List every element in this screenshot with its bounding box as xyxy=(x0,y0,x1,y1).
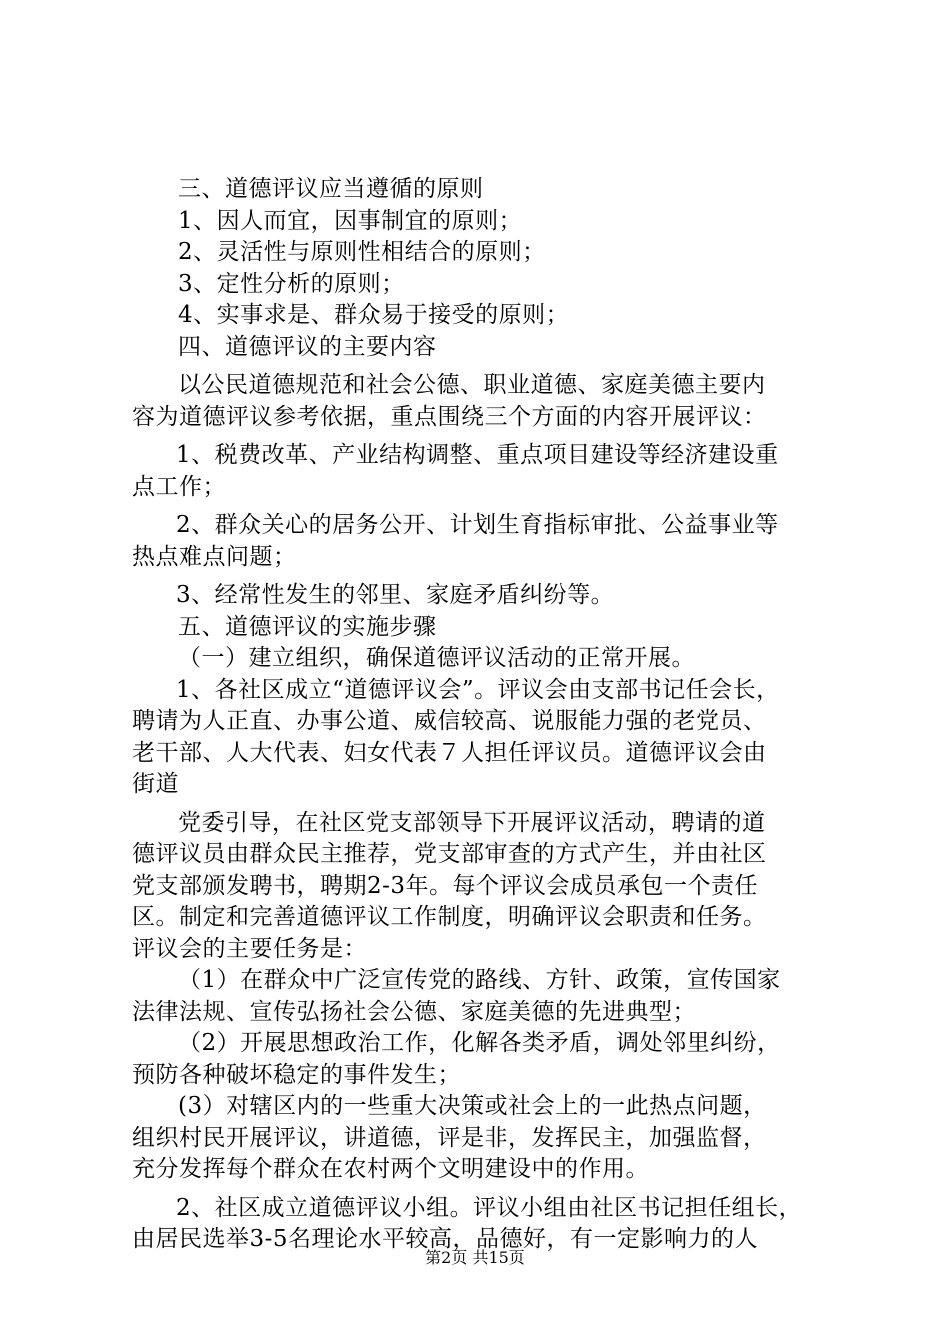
step-1-line-4: 街道 xyxy=(132,771,179,797)
task-1-line-1: （1）在群众中广泛宣传党的路线、方针、政策，宣传国家 xyxy=(178,967,781,993)
principle-1: 1、因人而宜，因事制宜的原则； xyxy=(178,207,523,234)
step-2-line-2: 由居民选举3-5名理论水平较高，品德好，有一定影响力的人 xyxy=(132,1226,759,1252)
step-1-line-2: 聘请为人正直、办事公道、威信较高、说服能力强的老党员、 xyxy=(132,708,767,734)
content-item-1-line-1: 1、税费改革、产业结构调整、重点项目建设等经济建设重 xyxy=(176,442,779,468)
document-body xyxy=(132,174,832,1256)
step-1-continued-line-2: 德评议员由群众民主推荐，党支部审查的方式产生，并由社区 xyxy=(132,841,767,867)
content-item-1-line-2: 点工作； xyxy=(132,473,226,500)
content-item-2-line-1: 2、群众关心的居务公开、计划生育指标审批、公益事业等 xyxy=(176,512,779,538)
step-1-continued-line-5: 评议会的主要任务是： xyxy=(132,935,367,962)
step-1-line-3: 老干部、人大代表、妇女代表７人担任评议员。道德评议会由 xyxy=(132,739,767,766)
content-intro-line-2: 容为道德评议参考依据，重点围绕三个方面的内容开展评议： xyxy=(132,403,767,430)
task-3-line-2: 组织村民开展评议，讲道德，评是非，发挥民主，加强监督， xyxy=(132,1124,767,1151)
content-item-2-line-2: 热点难点问题； xyxy=(132,543,297,570)
task-3-line-1: (3）对辖区内的一些重大决策或社会上的一此热点问题， xyxy=(178,1093,767,1119)
content-item-3: 3、经常性发生的邻里、家庭矛盾纠纷等。 xyxy=(176,582,615,608)
task-3-line-3: 充分发挥每个群众在农村两个文明建设中的作用。 xyxy=(132,1156,649,1182)
subsection-heading-1: （一）建立组织，确保道德评议活动的正常开展。 xyxy=(178,645,695,671)
task-2-line-1: （2）开展思想政治工作，化解各类矛盾，调处邻里纠纷， xyxy=(178,1030,781,1056)
task-2-line-2: 预防各种破坏稳定的事件发生； xyxy=(132,1061,461,1088)
section-heading-3: 三、道德评议应当遵循的原则 xyxy=(178,176,484,202)
step-2-line-1: 2、社区成立道德评议小组。评议小组由社区书记担任组长， xyxy=(176,1194,803,1221)
step-1-continued-line-4: 区。制定和完善道德评议工作制度，明确评议会职责和任务。 xyxy=(132,904,767,930)
principle-2: 2、灵活性与原则性相结合的原则； xyxy=(178,239,546,265)
step-1-line-1: 1、各社区成立“道德评议会”。评议会由支部书记任会长， xyxy=(176,676,780,703)
section-heading-4: 四、道德评议的主要内容 xyxy=(178,333,437,360)
task-1-line-2: 法律法规、宣传弘扬社会公德、家庭美德的先进典型； xyxy=(132,998,696,1025)
page-number-footer: 第2页 共15页 xyxy=(425,1248,525,1267)
content-intro-line-1: 以公民道德规范和社会公德、职业道德、家庭美德主要内 xyxy=(178,372,766,398)
step-1-continued-line-3: 党支部颁发聘书，聘期2-3年。每个评议会成员承包一个责任 xyxy=(132,872,759,899)
principle-4: 4、实事求是、群众易于接受的原则； xyxy=(178,302,570,328)
principle-3: 3、定性分析的原则； xyxy=(178,270,405,297)
section-heading-5: 五、道德评议的实施步骤 xyxy=(178,613,437,640)
step-1-continued-line-1: 党委引导，在社区党支部领导下开展评议活动，聘请的道 xyxy=(178,809,766,836)
